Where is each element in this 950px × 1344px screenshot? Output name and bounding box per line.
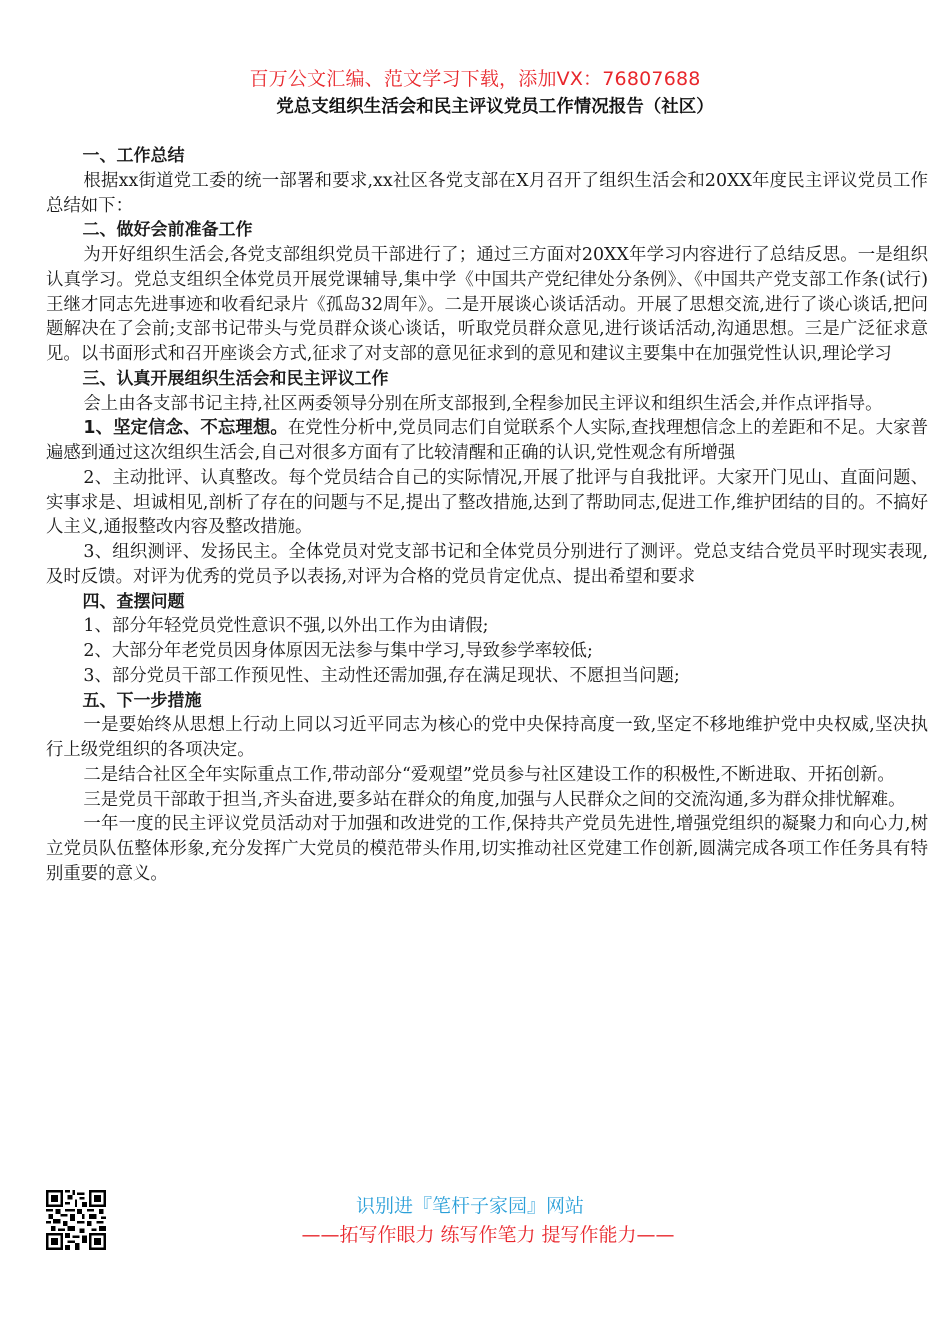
item-text: 在党性分析中,党员同志们自觉联系个人实际,查找理想信念上的差距和不足。大家普遍感到通过这次组织生活会,自己对很多方面有了比较清醒和正确的认识,党性观念有所增强: [46, 418, 929, 463]
list-item: 1、部分年轻党员党性意识不强,以外出工作为由请假;: [83, 616, 489, 637]
footer-slogan: ——拓写作眼力 练写作笔力 提写作能力——: [301, 1224, 675, 1246]
paragraph: 根据xx街道党工委的统一部署和要求,xx社区各党支部在X月召开了组织生活会和20XX年度民主评议党员工作总结如下：: [46, 170, 928, 216]
qr-code-icon: [46, 1190, 106, 1250]
item-text: 2、主动批评、认真整改。每个党员结合自己的实际情况,开展了批评与自我批评。大家开门见山、直面问题、实事求是、坦诚相见,剖析了存在的问题与不足,提出了整改措施,达到了帮助同志,促进工作,维护团结的目的。不搞好人主义,通报整改内容及整改措施。: [46, 467, 928, 538]
section-heading: 四、查摆问题: [82, 591, 185, 612]
paragraph: 会上由各支部书记主持,社区两委领导分别在所支部报到,全程参加民主评议和组织生活会,并作点评指导。: [83, 393, 883, 414]
paragraph: 一年一度的民主评议党员活动对于加强和改进党的工作,保持共产党员先进性,增强党组织的凝聚力和向心力,树立党员队伍整体形象,充分发挥广大党员的模范带头作用,切实推动社区党建工作创新,圆满完成各项工作任务具有特别重要的意义。: [46, 814, 928, 884]
paragraph: 一是要始终从思想上行动上同以习近平同志为核心的党中央保持高度一致,坚定不移地维护党中央权威,坚决执行上级党组织的各项决定。: [46, 715, 928, 760]
section-heading: 一、工作总结: [82, 146, 185, 166]
document-title: 党总支组织生活会和民主评议党员工作情况报告（社区）: [276, 97, 714, 117]
section-heading: 三、认真开展组织生活会和民主评议工作: [82, 368, 389, 389]
document-body: [46, 144, 928, 887]
paragraph: 为开好组织生活会,各党支部组织党员干部进行了；通过三方面对20XX年学习内容进行了总结反思。一是组织认真学习。党总支组织全体党员开展党课辅导,集中学《中国共产党纪律处分条例》、《中国共产党支部工作条(试行)王继才同志先进事迹和收看纪录片《孤岛32周年》。二是开展谈心谈话活动。开展了思想交流,进行了谈心谈话,把问题解决在了会前;支部书记带头与党员群众谈心谈话，听取党员群众意见,进行谈话活动,沟通思想。三是广泛征求意见。以书面形式和召开座谈会方式,征求了对支部的意见征求到的意见和建议主要集中在加强党性认识,理论学习: [46, 245, 928, 364]
footer-site-link[interactable]: 识别进『笔杆子家园』网站: [355, 1195, 584, 1217]
paragraph: 二是结合社区全年实际重点工作,带动部分“爱观望”党员参与社区建设工作的积极性,不断进取、开拓创新。: [83, 764, 895, 785]
promo-banner: 百万公文汇编、范文学习下载，添加VX：76807688: [249, 68, 701, 90]
paragraph: 三是党员干部敢于担当,齐头奋进,要多站在群众的角度,加强与人民群众之间的交流沟通,多为群众排忧解难。: [83, 789, 906, 810]
list-item: 2、大部分年老党员因身体原因无法参与集中学习,导致参学率较低;: [83, 641, 593, 661]
item-lead: 1、坚定信念、不忘理想。: [83, 418, 288, 439]
section-heading: 五、下一步措施: [82, 690, 202, 711]
list-item: [46, 466, 928, 540]
list-item: [46, 540, 928, 590]
section-heading: 二、做好会前准备工作: [82, 220, 253, 241]
list-item: [46, 416, 928, 466]
list-item: 3、部分党员干部工作预见性、主动性还需加强,存在满足现状、不愿担当问题;: [83, 665, 680, 686]
item-text: 3、组织测评、发扬民主。全体党员对党支部书记和全体党员分别进行了测评。党总支结合党员平时现实表现,及时反馈。对评为优秀的党员予以表扬,对评为合格的党员肯定优点、提出希望和要求: [46, 542, 928, 587]
